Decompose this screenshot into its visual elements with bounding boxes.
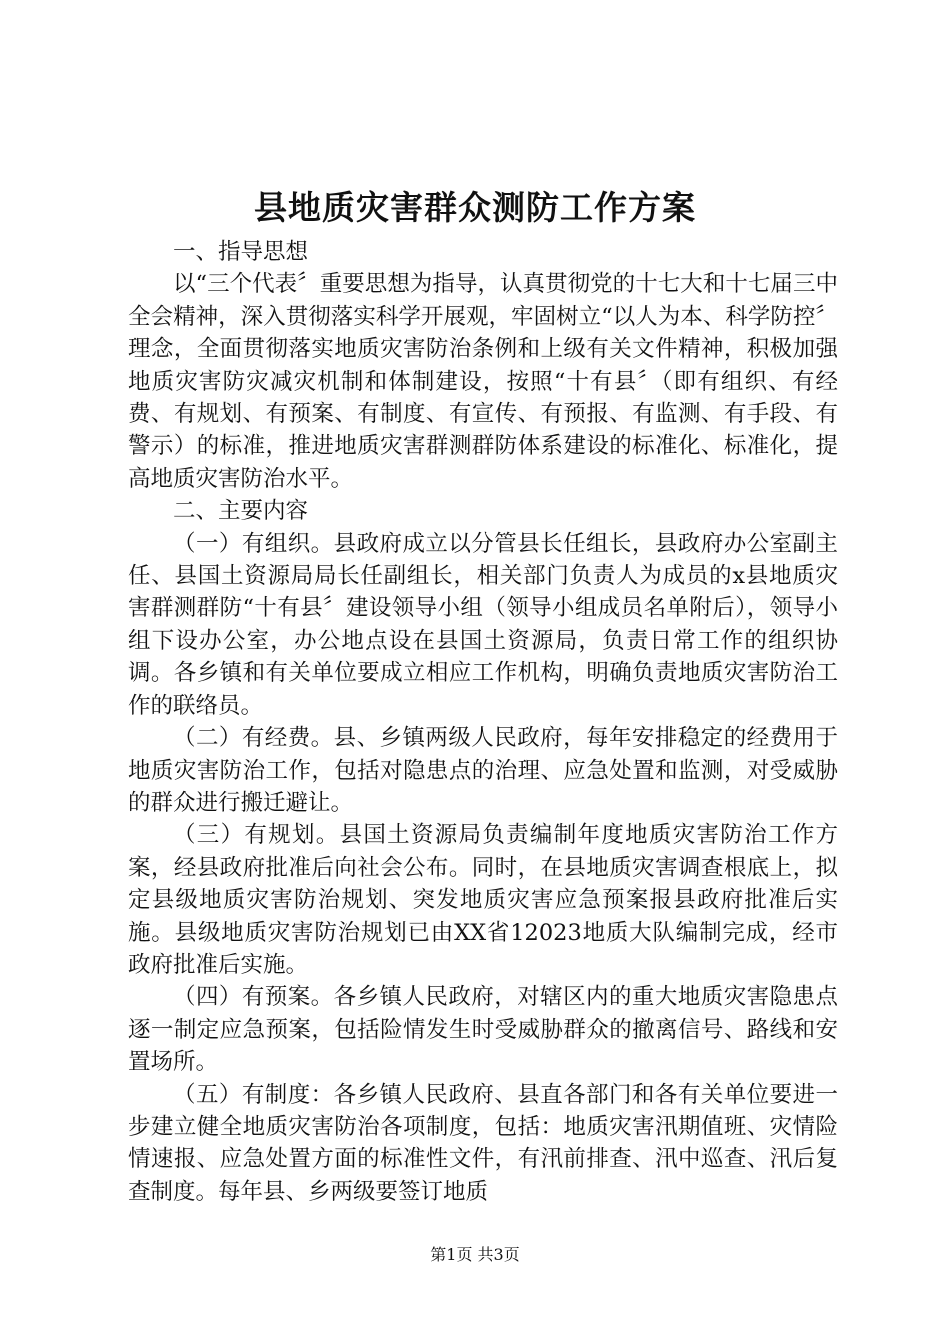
section-heading: 一、指导思想: [173, 239, 309, 265]
body-paragraph: （一）有组织。县政府成立以分管县长任组长，县政府办公室副主任、县国土资源局局长任副组长，相关部门负责人为成员的x县地质灾害群测群防“十有县〞建设领导小组（领导小组成员名单附后），领导小组下设办公室，办公地点设在县国土资源局，负责日常工作的组织协调。各乡镇和有关单位要成立相应工作机构，明确负责地质灾害防治工作的联络员。: [128, 530, 838, 719]
section-heading: 二、主要内容: [173, 498, 309, 525]
body-paragraph: 以“三个代表〞重要思想为指导，认真贯彻党的十七大和十七届三中全会精神，深入贯彻落实科学开展观，牢固树立“以人为本、科学防控〞理念，全面贯彻落实地质灾害防治条例和上级有关文件精神，积极加强地质灾害防灾减灾机制和体制建设，按照“十有县〞（即有组织、有经费、有规划、有预案、有制度、有宣传、有预报、有监测、有手段、有警示）的标准，推进地质灾害群测群防体系建设的标准化、标准化，提高地质灾害防治水平。: [128, 271, 838, 492]
body-paragraph: （五）有制度：各乡镇人民政府、县直各部门和各有关单位要进一步建立健全地质灾害防治各项制度，包括：地质灾害汛期值班、灾情险情速报、应急处置方面的标准性文件，有汛前排查、汛中巡查、汛后复查制度。每年县、乡两级要签订地质: [128, 1081, 838, 1205]
document-title: 县地质灾害群众测防工作方案: [254, 188, 696, 227]
document-body: [128, 236, 838, 1208]
page-footer: 第1页 共3页: [430, 1245, 520, 1264]
body-paragraph: （三）有规划。县国土资源局负责编制年度地质灾害防治工作方案，经县政府批准后向社会公布。同时，在县地质灾害调查根底上，拟定县级地质灾害防治规划、突发地质灾害应急预案报县政府批准后实施。县级地质灾害防治规划已由XX省12023地质大队编制完成，经市政府批准后实施。: [128, 822, 838, 978]
body-paragraph: （二）有经费。县、乡镇两级人民政府，每年安排稳定的经费用于地质灾害防治工作，包括对隐患点的治理、应急处置和监测，对受威胁的群众进行搬迁避让。: [128, 725, 838, 816]
body-paragraph: （四）有预案。各乡镇人民政府，对辖区内的重大地质灾害隐患点逐一制定应急预案，包括险情发生时受威胁群众的撤离信号、路线和安置场所。: [128, 984, 838, 1076]
